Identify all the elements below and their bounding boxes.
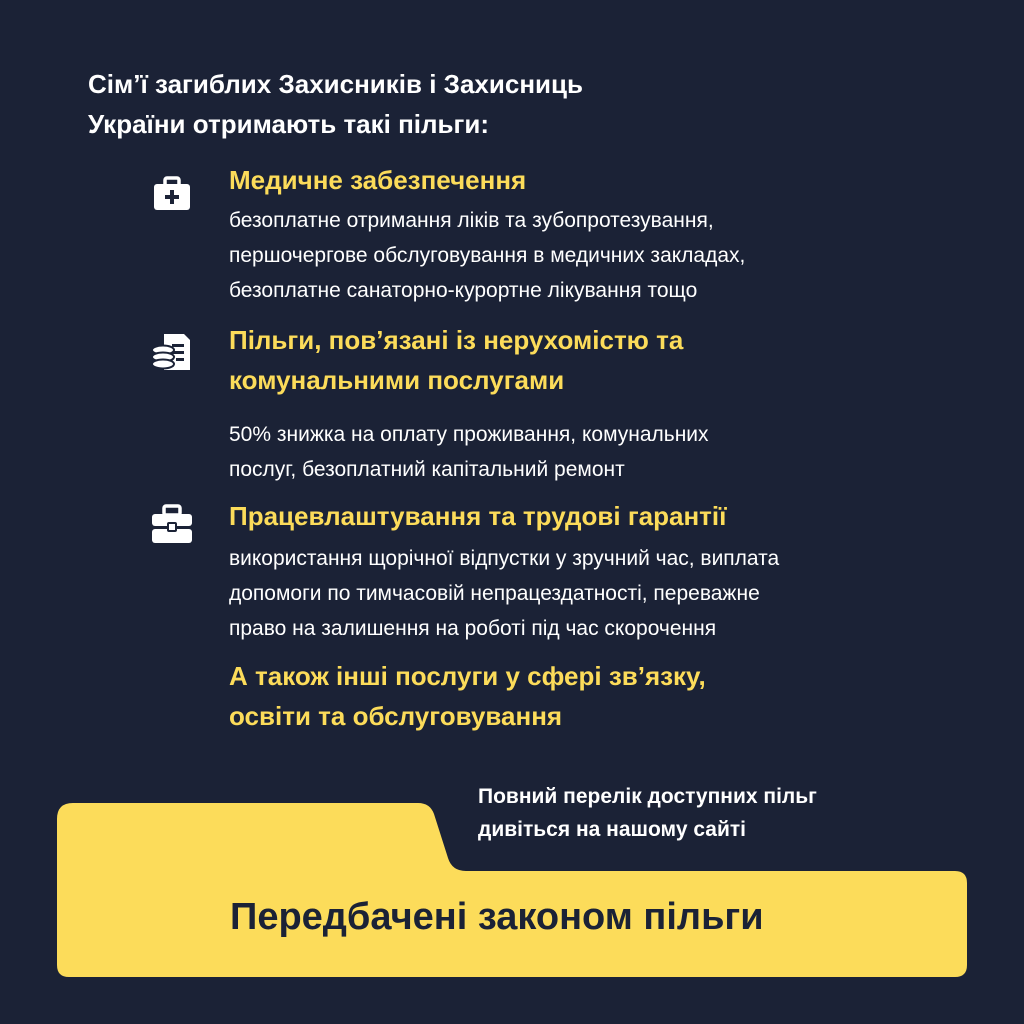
benefit-desc-line: 50% знижка на оплату проживання, комунальних bbox=[229, 423, 709, 446]
benefit-title-line: комунальними послугами bbox=[229, 365, 565, 395]
benefit-desc-line: першочергове обслуговування в медичних закладах, bbox=[229, 244, 746, 267]
folder-title: Передбачені законом пільги bbox=[230, 896, 764, 938]
benefit-desc-line: право на залишення на роботі під час скорочення bbox=[229, 617, 717, 640]
intro-line-2: України отримають такі пільги: bbox=[88, 109, 489, 139]
extra-line-2: освіти та обслуговування bbox=[229, 701, 563, 731]
extra-line-1: А також інші послуги у сфері зв’язку, bbox=[229, 661, 706, 691]
benefit-desc-line: допомоги по тимчасовій непрацездатності, переважне bbox=[229, 582, 760, 605]
intro-line-1: Сім’ї загиблих Захисників і Захисниць bbox=[88, 69, 583, 99]
site-note-line-1: Повний перелік доступних пільг bbox=[478, 785, 817, 808]
benefit-desc-line: використання щорічної відпустки у зручний час, виплата bbox=[229, 547, 780, 570]
benefit-desc-line: послуг, безоплатний капітальний ремонт bbox=[229, 458, 625, 481]
benefit-desc-line: безоплатне отримання ліків та зубопротезування, bbox=[229, 209, 714, 232]
site-note-line-2: дивіться на нашому сайті bbox=[478, 818, 746, 841]
benefit-title-line: Медичне забезпечення bbox=[229, 165, 527, 195]
site-note bbox=[478, 780, 958, 846]
benefit-title-line: Працевлаштування та трудові гарантії bbox=[229, 501, 727, 531]
benefit-desc-line: безоплатне санаторно-курортне лікування тощо bbox=[229, 279, 698, 302]
benefit-title-line: Пільги, пов’язані із нерухомістю та bbox=[229, 325, 684, 355]
